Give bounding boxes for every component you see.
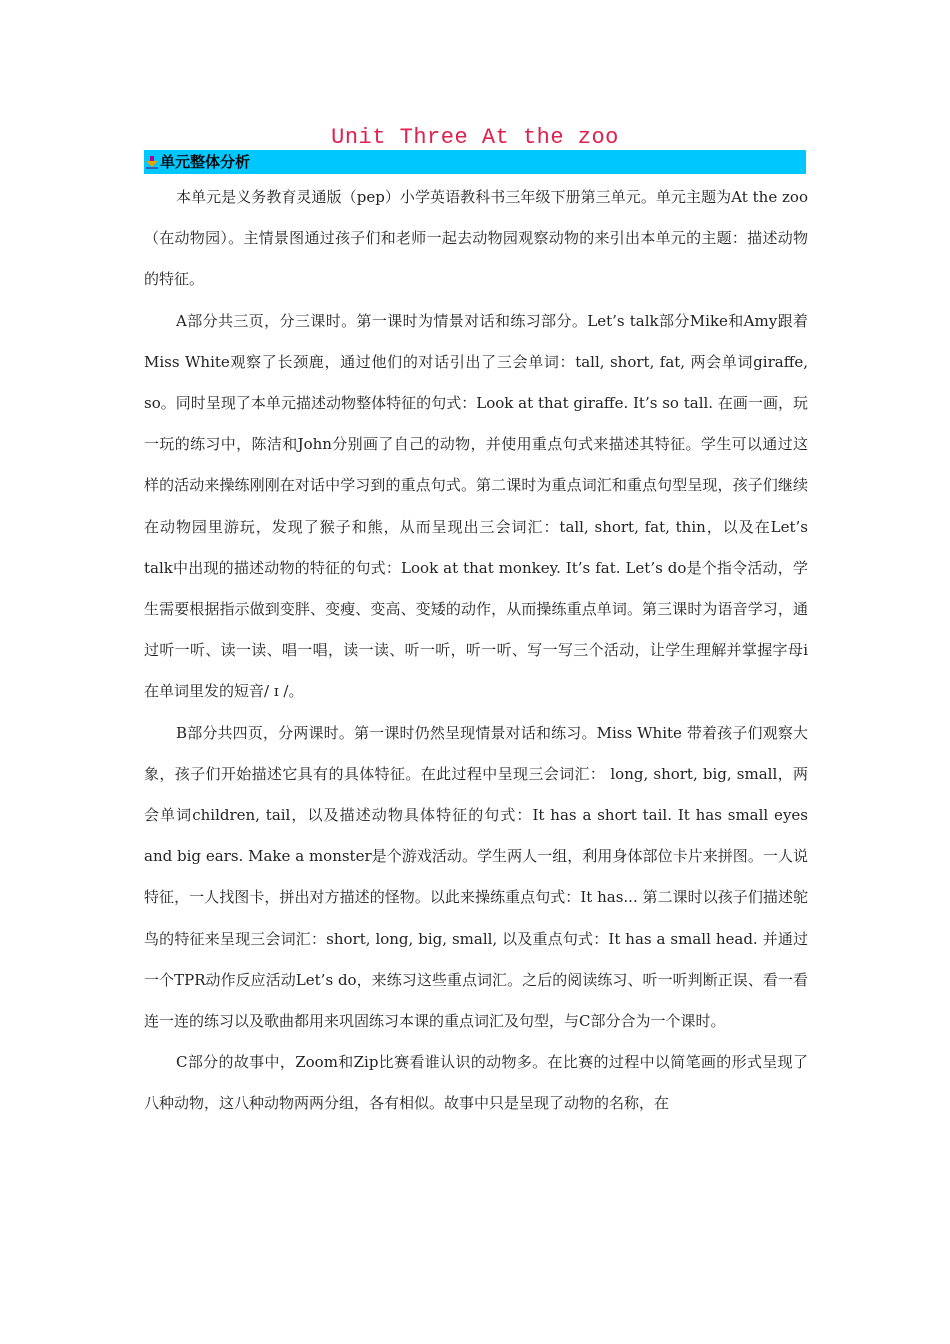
document-body xyxy=(144,177,808,1125)
paragraph-part-b: B部分共四页，分两课时。第一课时仍然呈现情景对话和练习。Miss White 带着孩子们观察大象，孩子们开始描述它具有的具体特征。在此过程中呈现三会词汇： long, short, big, small，两会单词children, tail，以及描述动物具体特征的句式：It has a short tail. It has small eyes and big ears. Make a monster是个游戏活动。学生两人一组，利用身体部位卡片来拼图。一人说特征，一人找图卡，拼出对方描述的怪物。以此来操练重点句式：It has... 第二课时以孩子们描述鸵鸟的特征来呈现三会词汇：short, long, big, small, 以及重点句式：It has a small head. 并通过一个TPR动作反应活动Let’s do，来练习这些重点词汇。之后的阅读练习、听一听判断正误、看一看连一连的练习以及歌曲都用来巩固练习本课的重点词汇及句型，与C部分合为一个课时。 xyxy=(144,723,808,1031)
section-heading-bar xyxy=(144,150,806,174)
paragraph-part-c: C部分的故事中，Zoom和Zip比赛看谁认识的动物多。在比赛的过程中以简笔画的形式呈现了八种动物，这八种动物两两分组，各有相似。故事中只是呈现了动物的名称，在 xyxy=(144,1053,808,1113)
paragraph-intro: 本单元是义务教育灵通版（pep）小学英语教科书三年级下册第三单元。单元主题为At the zoo（在动物园）。主情景图通过孩子们和老师一起去动物园观察动物的来引出本单元的主题：描述动物的特征。 xyxy=(144,188,808,289)
section-heading: 单元整体分析 xyxy=(160,153,251,171)
paragraph-part-a: A部分共三页，分三课时。第一课时为情景对话和练习部分。Let’s talk部分Mike和Amy跟着Miss White观察了长颈鹿，通过他们的对话引出了三会单词：tall, short, fat, 两会单词giraffe, so。同时呈现了本单元描述动物整体特征的句式：Look at that giraffe. It’s so tall. 在画一画，玩一玩的练习中，陈洁和John分别画了自己的动物，并使用重点句式来描述其特征。学生可以通过这样的活动来操练刚刚在对话中学习到的重点句式。第二课时为重点词汇和重点句型呈现，孩子们继续在动物园里游玩，发现了猴子和熊，从而呈现出三会词汇：tall, short, fat, thin，以及在Let’s talk中出现的描述动物的特征的句式：Look at that monkey. It’s fat. Let’s do是个指令活动，学生需要根据指示做到变胖、变瘦、变高、变矮的动作，从而操练重点单词。第三课时为语音学习，通过听一听、读一读、唱一唱，读一读、听一听，听一听、写一写三个活动，让学生理解并掌握字母i在单词里发的短音/ ɪ /。 xyxy=(144,311,808,701)
document-title: Unit Three At the zoo xyxy=(331,125,619,150)
arrow-down-icon xyxy=(145,155,159,169)
